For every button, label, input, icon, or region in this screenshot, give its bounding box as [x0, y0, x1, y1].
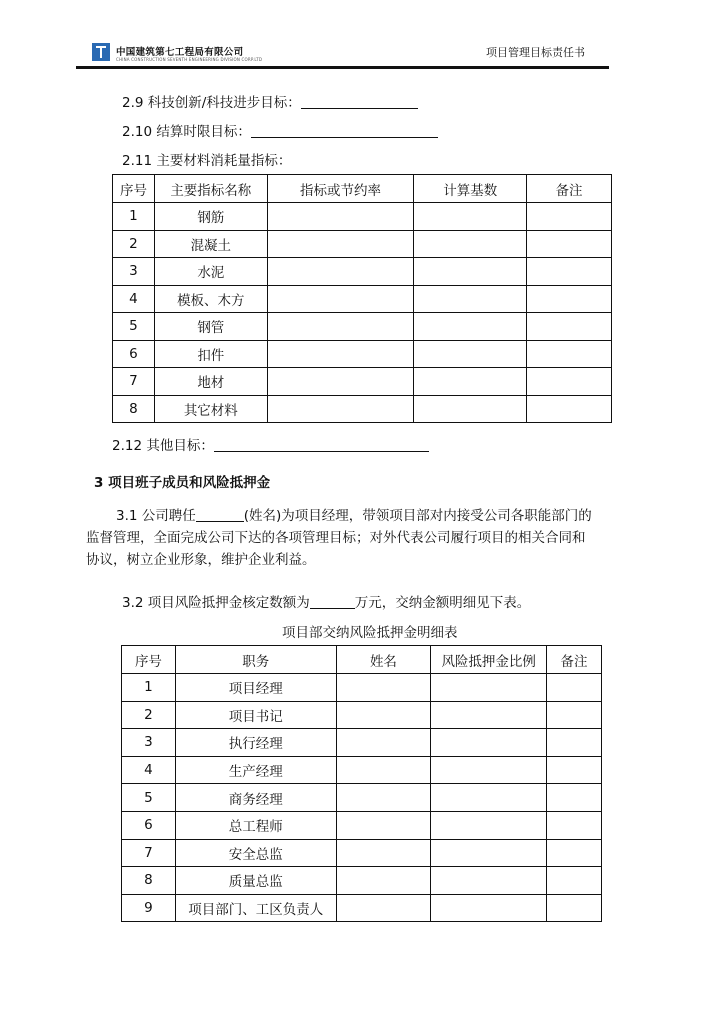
- empty-cell: [267, 395, 414, 423]
- empty-cell: [336, 674, 431, 702]
- section-3-heading: 3 项目班子成员和风险抵押金: [94, 475, 271, 491]
- col-header: 备注: [527, 175, 612, 203]
- para-line: 协议，树立企业形象，维护企业利益。: [86, 552, 316, 568]
- table-row: [113, 230, 612, 258]
- empty-cell: [547, 839, 602, 867]
- item-2-11: [122, 149, 291, 169]
- empty-cell: [336, 811, 431, 839]
- empty-cell: [336, 701, 431, 729]
- document-title: 项目管理目标责任书: [486, 46, 585, 59]
- name-blank: [196, 507, 244, 522]
- table-row: [113, 203, 612, 231]
- table-row: [113, 340, 612, 368]
- table-row: [122, 839, 602, 867]
- empty-cell: [414, 258, 527, 286]
- empty-cell: [547, 894, 602, 922]
- empty-cell: [431, 839, 547, 867]
- table-row: [113, 313, 612, 341]
- row-number: 6: [113, 340, 155, 368]
- role-name: 安全总监: [175, 839, 336, 867]
- empty-cell: [547, 867, 602, 895]
- empty-cell: [547, 784, 602, 812]
- col-header: 序号: [113, 175, 155, 203]
- table-row: [122, 756, 602, 784]
- empty-cell: [547, 729, 602, 757]
- empty-cell: [431, 729, 547, 757]
- empty-cell: [414, 395, 527, 423]
- empty-cell: [527, 313, 612, 341]
- row-number: 7: [113, 368, 155, 396]
- empty-cell: [527, 203, 612, 231]
- material-name: 模板、木方: [154, 285, 267, 313]
- material-name: 水泥: [154, 258, 267, 286]
- item-2-12-blank: [214, 437, 429, 452]
- para-text: (姓名)为项目经理，带领项目部对内接受公司各职能部门的: [243, 508, 592, 524]
- material-name: 地材: [154, 368, 267, 396]
- col-header: 主要指标名称: [154, 175, 267, 203]
- para-text: 万元，交纳金额明细见下表。: [354, 595, 531, 611]
- role-name: 商务经理: [175, 784, 336, 812]
- row-number: 9: [122, 894, 176, 922]
- col-header: 指标或节约率: [267, 175, 414, 203]
- col-header: 计算基数: [414, 175, 527, 203]
- item-2-9: [122, 91, 418, 111]
- table-row: [122, 784, 602, 812]
- col-header: 职务: [175, 646, 336, 674]
- row-number: 5: [113, 313, 155, 341]
- col-header: 风险抵押金比例: [431, 646, 547, 674]
- deposit-table: [121, 645, 602, 922]
- empty-cell: [336, 784, 431, 812]
- empty-cell: [267, 368, 414, 396]
- empty-cell: [431, 756, 547, 784]
- row-number: 5: [122, 784, 176, 812]
- row-number: 1: [122, 674, 176, 702]
- col-header: 姓名: [336, 646, 431, 674]
- empty-cell: [267, 340, 414, 368]
- role-name: 项目部门、工区负责人: [175, 894, 336, 922]
- item-2-10-label: 2.10 结算时限目标：: [122, 124, 251, 140]
- empty-cell: [547, 674, 602, 702]
- empty-cell: [547, 756, 602, 784]
- table-row: [113, 395, 612, 423]
- empty-cell: [336, 894, 431, 922]
- empty-cell: [431, 811, 547, 839]
- row-number: 4: [113, 285, 155, 313]
- empty-cell: [336, 756, 431, 784]
- empty-cell: [527, 258, 612, 286]
- material-name: 钢筋: [154, 203, 267, 231]
- empty-cell: [336, 729, 431, 757]
- row-number: 3: [113, 258, 155, 286]
- deposit-table-header: [122, 646, 602, 674]
- empty-cell: [547, 811, 602, 839]
- material-name: 扣件: [154, 340, 267, 368]
- table-row: [122, 729, 602, 757]
- para-text: 3.1 公司聘任: [116, 508, 196, 524]
- empty-cell: [527, 285, 612, 313]
- empty-cell: [336, 867, 431, 895]
- table-row: [113, 258, 612, 286]
- para-text: 3.2 项目风险抵押金核定数额为: [122, 595, 310, 611]
- empty-cell: [267, 203, 414, 231]
- role-name: 总工程师: [175, 811, 336, 839]
- section-3-1-paragraph: [86, 505, 631, 571]
- para-line: 监督管理，全面完成公司下达的各项管理目标；对外代表公司履行项目的相关合同和: [86, 530, 586, 546]
- row-number: 6: [122, 811, 176, 839]
- row-number: 1: [113, 203, 155, 231]
- col-header: 序号: [122, 646, 176, 674]
- row-number: 2: [122, 701, 176, 729]
- empty-cell: [414, 368, 527, 396]
- item-2-9-blank: [301, 94, 418, 109]
- empty-cell: [267, 258, 414, 286]
- row-number: 4: [122, 756, 176, 784]
- row-number: 7: [122, 839, 176, 867]
- empty-cell: [414, 285, 527, 313]
- table-row: [122, 894, 602, 922]
- empty-cell: [431, 867, 547, 895]
- material-name: 其它材料: [154, 395, 267, 423]
- empty-cell: [431, 784, 547, 812]
- empty-cell: [414, 340, 527, 368]
- empty-cell: [414, 230, 527, 258]
- section-3-2-paragraph: [122, 591, 530, 611]
- empty-cell: [414, 313, 527, 341]
- row-number: 8: [113, 395, 155, 423]
- empty-cell: [267, 285, 414, 313]
- material-name: 混凝土: [154, 230, 267, 258]
- empty-cell: [267, 230, 414, 258]
- material-name: 钢管: [154, 313, 267, 341]
- row-number: 8: [122, 867, 176, 895]
- deposit-table-caption: 项目部交纳风险抵押金明细表: [282, 625, 458, 641]
- role-name: 项目经理: [175, 674, 336, 702]
- role-name: 执行经理: [175, 729, 336, 757]
- empty-cell: [431, 674, 547, 702]
- table-row: [122, 867, 602, 895]
- empty-cell: [527, 340, 612, 368]
- company-name: 中国建筑第七工程局有限公司: [116, 47, 244, 58]
- header-divider: [76, 66, 609, 69]
- item-2-9-label: 2.9 科技创新/科技进步目标：: [122, 95, 301, 111]
- empty-cell: [267, 313, 414, 341]
- row-number: 2: [113, 230, 155, 258]
- empty-cell: [527, 395, 612, 423]
- table-row: [122, 701, 602, 729]
- table-row: [122, 674, 602, 702]
- item-2-10-blank: [251, 123, 438, 138]
- empty-cell: [431, 701, 547, 729]
- empty-cell: [547, 701, 602, 729]
- role-name: 项目书记: [175, 701, 336, 729]
- empty-cell: [527, 368, 612, 396]
- table-row: [113, 368, 612, 396]
- empty-cell: [527, 230, 612, 258]
- material-table: [112, 174, 612, 423]
- para-line: [86, 505, 631, 527]
- role-name: 质量总监: [175, 867, 336, 895]
- empty-cell: [414, 203, 527, 231]
- role-name: 生产经理: [175, 756, 336, 784]
- item-2-12-label: 2.12 其他目标：: [112, 438, 214, 454]
- row-number: 3: [122, 729, 176, 757]
- table-row: [113, 285, 612, 313]
- material-table-header: [113, 175, 612, 203]
- empty-cell: [336, 839, 431, 867]
- company-logo-icon: [92, 43, 110, 61]
- col-header: 备注: [547, 646, 602, 674]
- company-name-en: CHINA CONSTRUCTION SEVENTH ENGINEERING DIVISION CORP.LTD: [116, 57, 263, 62]
- item-2-11-label: 2.11 主要材料消耗量指标：: [122, 153, 292, 169]
- empty-cell: [431, 894, 547, 922]
- item-2-12: [112, 434, 429, 454]
- table-row: [122, 811, 602, 839]
- amount-blank: [310, 594, 355, 609]
- item-2-10: [122, 120, 438, 140]
